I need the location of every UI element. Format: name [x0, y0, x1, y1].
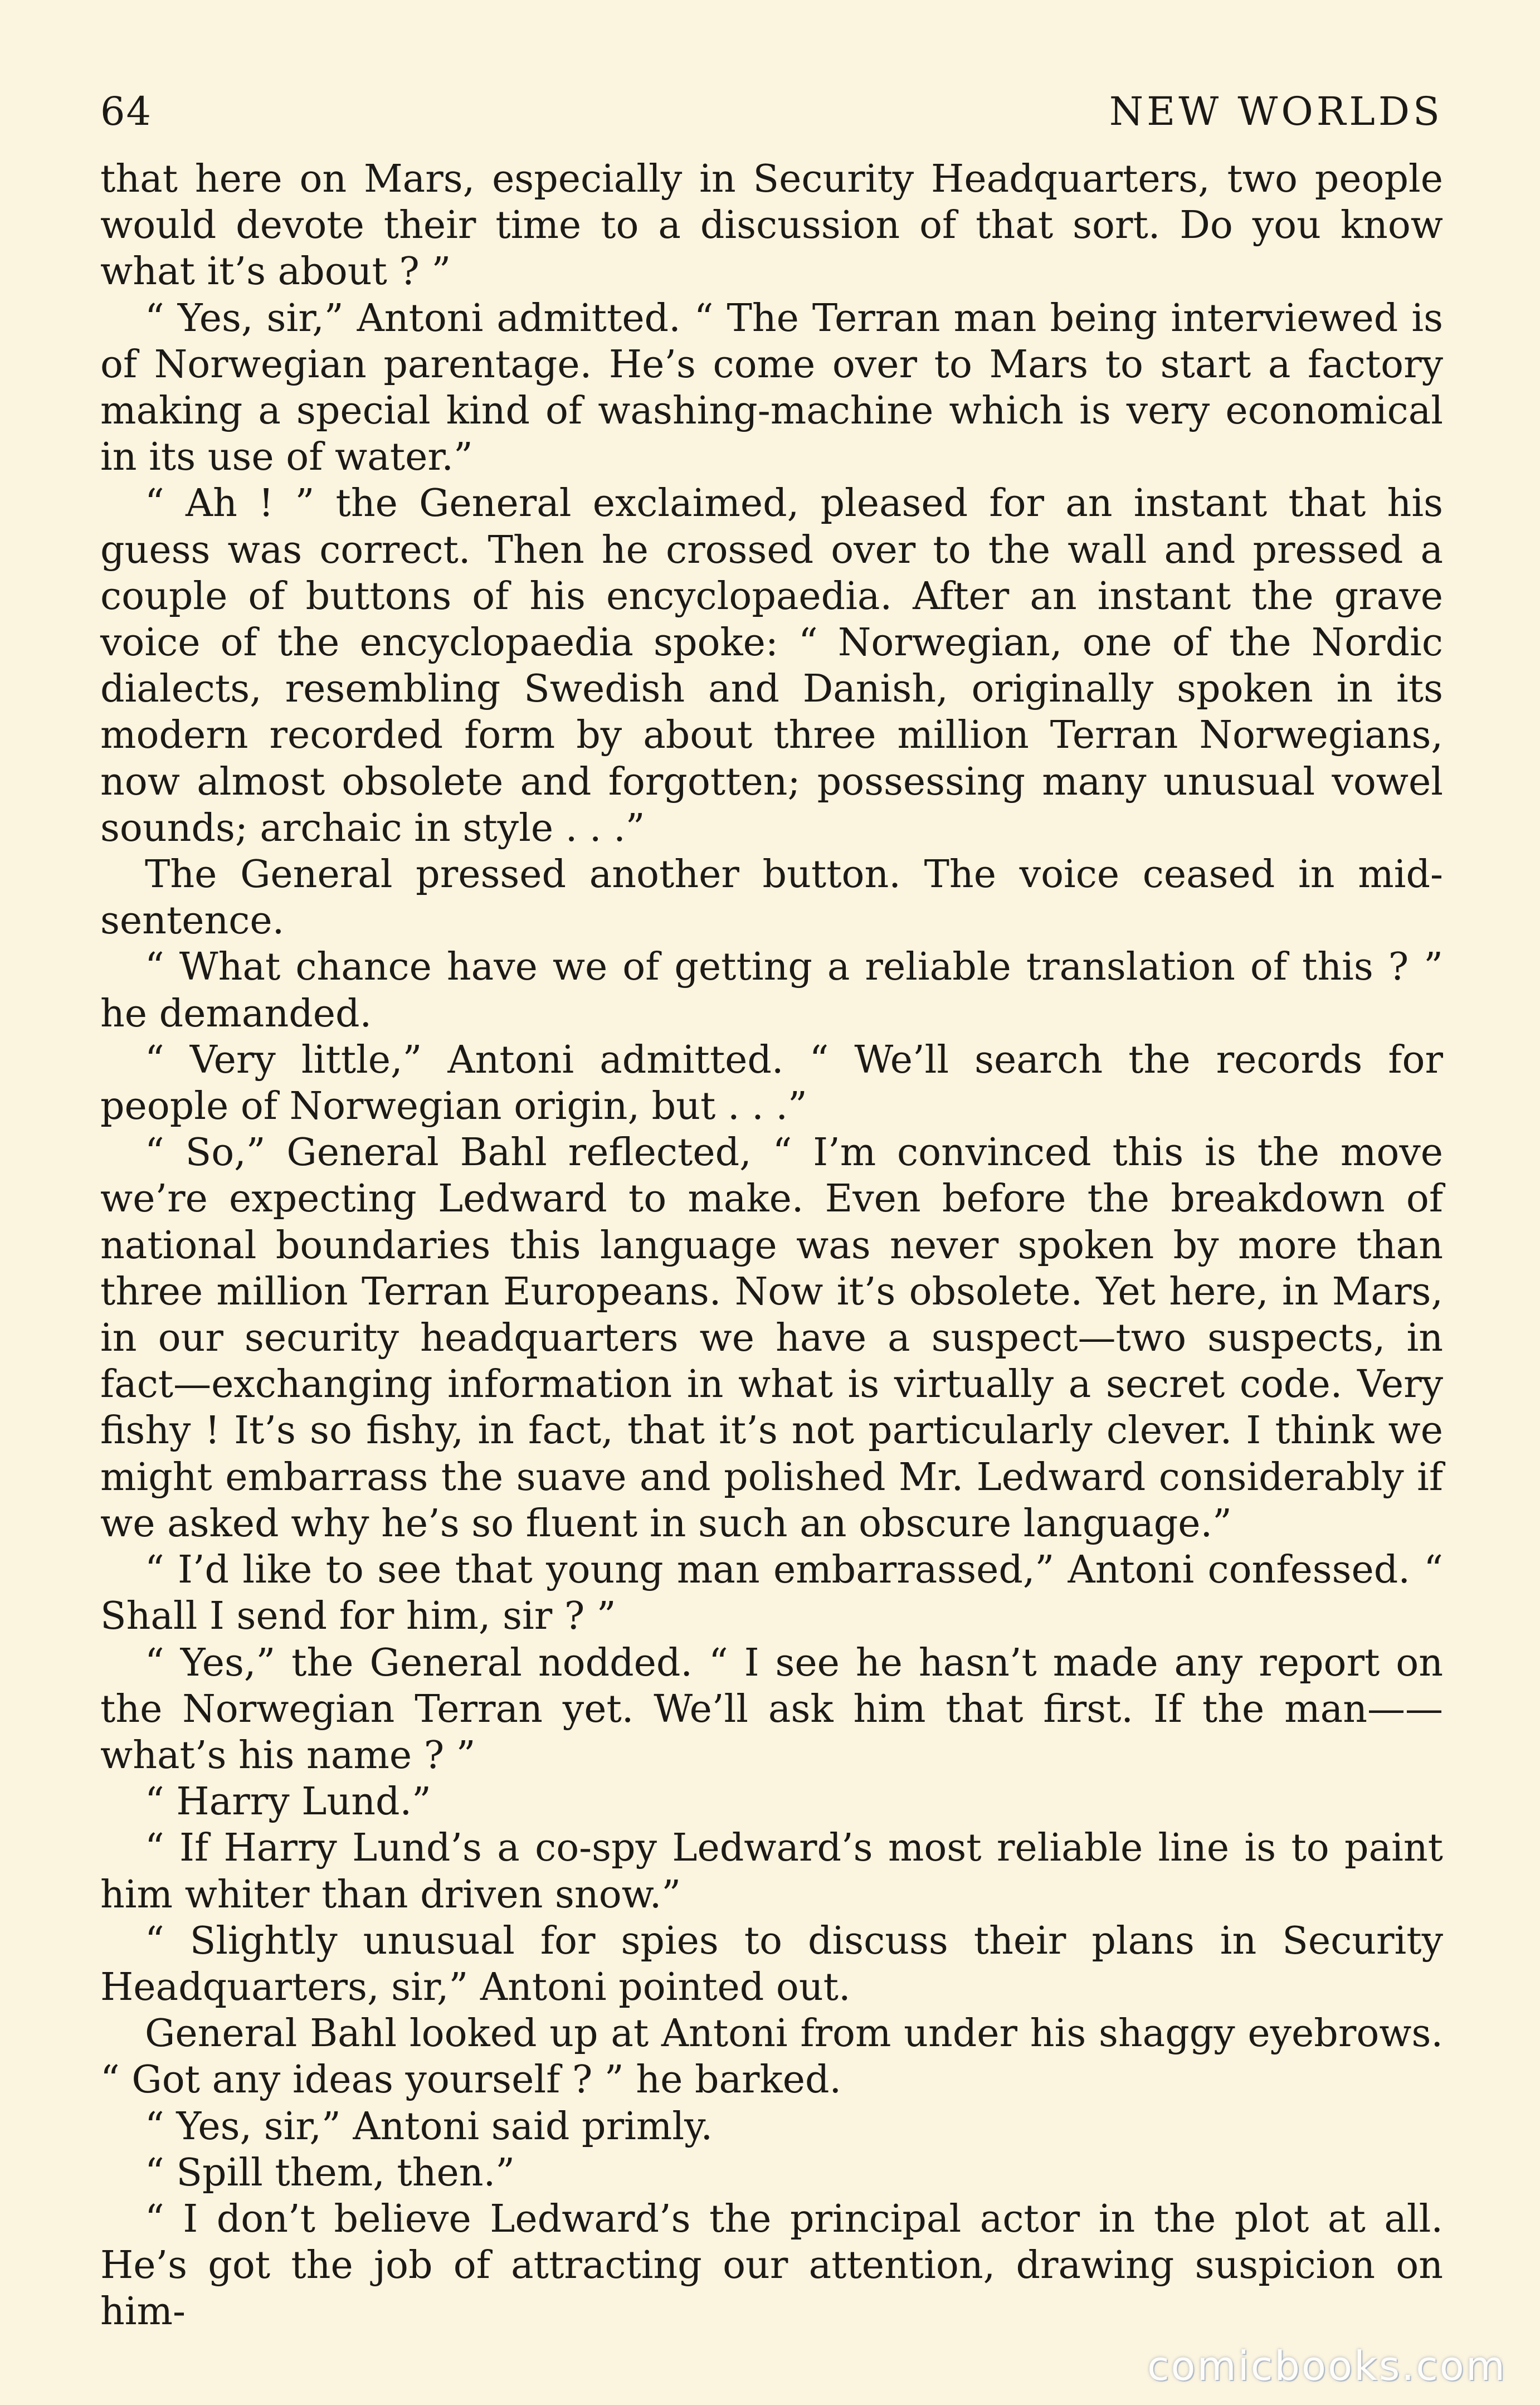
paragraph-5: “ What chance have we of getting a reliable translation of this ? ” he demanded. — [100, 945, 1443, 1036]
paragraph-6: “ Very little,” Antoni admitted. “ We’ll search the records for people of Norwegian origin, but . . .” — [100, 1038, 1443, 1129]
paragraph-3: “ Ah ! ” the General exclaimed, pleased for an instant that his guess was correct. Then he crossed over to the wall and pressed a couple of buttons of his encyclopaedia. After an instant the grave voice of the encyclopaedia spoke: “ Norwegian, one of the Nordic dialects, resembling Swedish and Danish, originally spoken in its modern recorded form by about three million Terran Norwegians, now almost obsolete and forgotten; possessing many unusual vowel sounds; archaic in style . . .” — [100, 481, 1443, 850]
page-number: 64 — [100, 89, 153, 134]
watermark-logo: comicbooks.com — [1147, 2343, 1507, 2389]
page-header — [100, 78, 1443, 145]
paragraph-16: “ I don’t believe Ledward’s the principal actor in the plot at all. He’s got the job of attracting our attention, drawing suspicion on him- — [100, 2197, 1443, 2334]
body-text — [100, 156, 1443, 2335]
paragraph-11: “ If Harry Lund’s a co-spy Ledward’s most reliable line is to paint him whiter than driven snow.” — [100, 1826, 1443, 1917]
book-page — [100, 78, 1443, 2340]
paragraph-4: The General pressed another button. The voice ceased in mid-sentence. — [100, 853, 1443, 943]
paragraph-2: “ Yes, sir,” Antoni admitted. “ The Terran man being interviewed is of Norwegian parentage. He’s come over to Mars to start a factory making a special kind of washing-machine which is very economical in its use of water.” — [100, 296, 1443, 480]
paragraph-14: “ Yes, sir,” Antoni said primly. — [145, 2104, 713, 2149]
paragraph-15: “ Spill them, then.” — [145, 2150, 515, 2195]
paragraph-9: “ Yes,” the General nodded. “ I see he hasn’t made any report on the Norwegian Terran yet. We’ll ask him that first. If the man—— what’s his name ? ” — [100, 1640, 1443, 1778]
paragraph-8: “ I’d like to see that young man embarrassed,” Antoni confessed. “ Shall I send for him, sir ? ” — [100, 1548, 1443, 1639]
paragraph-10: “ Harry Lund.” — [145, 1780, 431, 1824]
running-head: NEW WORLDS — [1109, 89, 1443, 134]
paragraph-13: General Bahl looked up at Antoni from under his shaggy eyebrows. “ Got any ideas yourself ? ” he barked. — [100, 2012, 1443, 2102]
paragraph-12: “ Slightly unusual for spies to discuss their plans in Security Headquarters, sir,” Antoni pointed out. — [100, 1919, 1443, 2009]
paragraph-1: that here on Mars, especially in Security Headquarters, two people would devote their time to a discussion of that sort. Do you know what it’s about ? ” — [100, 157, 1443, 294]
paragraph-7: “ So,” General Bahl reflected, “ I’m convinced this is the move we’re expecting Ledward to make. Even before the breakdown of national boundaries this language was never spoken by more than three million Terran Europeans. Now it’s obsolete. Yet here, in Mars, in our security headquarters we have a suspect—two suspects, in fact—exchanging information in what is virtually a secret code. Very fishy ! It’s so fishy, in fact, that it’s not particularly clever. I think we might embarrass the suave and polished Mr. Ledward considerably if we asked why he’s so fluent in such an obscure language.” — [100, 1131, 1443, 1546]
